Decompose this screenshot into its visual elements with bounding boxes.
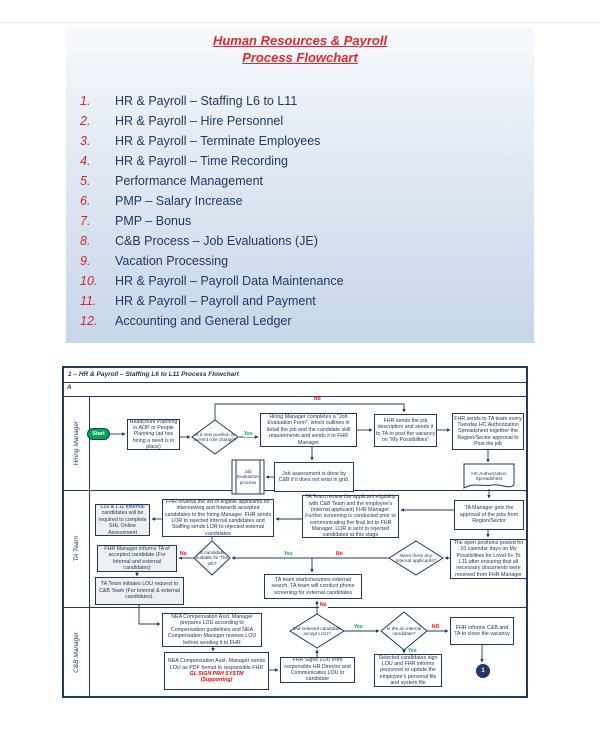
flowchart-title: 1 – HR & Payroll – Staffing L6 to L11 Process Flowchart (64, 368, 526, 383)
list-item-text: PMP – Bonus (115, 214, 192, 228)
lane-label: Hiring Manager (73, 421, 80, 466)
flowchart (62, 366, 528, 698)
document-text-hc-spreadsheet: HC Authorization Spreadsheet (471, 470, 507, 481)
process-box-headcount-planning: Headcount Planning in AOP or People Planning (ad hoc hiring a need is in place) (127, 419, 180, 450)
send-lou-text: NEA Compensation Asst. Manager sends LOU as PDF format to responsible FHR (167, 658, 266, 671)
label-yes-mid: Yes (284, 551, 293, 557)
process-box-close-vacancy: FHR informs C&B and TA to close the vacancy (450, 617, 514, 645)
process-box-external-search: TA team starts/resumes external search. TA team will conduct phone screening for external candidates (264, 574, 362, 599)
lane-label: TA Team (73, 536, 80, 562)
list-item-number: 1. (80, 94, 91, 108)
list-item (66, 111, 534, 131)
process-box-sign-lou: FHR Signs LOU from responsible HR Director and Communicates LOU to candidate (280, 657, 355, 683)
list-item-text: C&B Process – Job Evaluations (JE) (115, 234, 318, 248)
list-item-text: HR & Payroll – Hire Personnel (115, 114, 284, 128)
process-box-fhr-reviews-list: FHR reviews the list of eligible applicants for interviewing and forwards accepted candidates to the hiring Manager. FHR sends LOR to rejected internal candidates and Staffing sends LOR to rejected external candidates (162, 499, 274, 537)
document-title (66, 27, 534, 66)
list-item-number: 4. (80, 154, 91, 168)
list-item-text: HR & Payroll – Payroll Data Maintenance (115, 274, 344, 288)
send-lou-red-note2: (Supporting) (200, 677, 233, 684)
label-no-d5: NO (432, 624, 440, 630)
list-item-number: 6. (80, 194, 91, 208)
list-item-text: Accounting and General Ledger (115, 314, 292, 328)
list-item (66, 271, 534, 291)
list-item-number: 5. (80, 174, 91, 188)
label-no-d2: No (180, 551, 187, 557)
process-box-ta-manager-approval: TA Manager gets the approval of the jobs from Region/Sector (454, 500, 524, 530)
list-item-number: 10. (80, 274, 98, 288)
decision-text-internal-candidate: Is the an internal candidate? (386, 625, 422, 636)
flowchart-band-a: A (64, 383, 526, 397)
label-no-d3: No (336, 551, 343, 557)
list-item (66, 171, 534, 191)
list-item-number: 2. (80, 114, 91, 128)
process-box-open-positions-posted: The open positions posted for 10 calendar days on My Possibilities for Level 6+ To L11 after ensuring that all necessary documents were received from FHR Manager (450, 539, 527, 579)
list-item (66, 151, 534, 171)
list-item (66, 231, 534, 251)
decision-text-candidate-suitable: Is candidate suitable for The job? (195, 549, 229, 566)
process-box-update-files: Selected candidates sign LOU and FHR informs personnel to update the employee's personal file and system file (374, 654, 442, 687)
process-box-job-evaluation-form: Hiring Manager completes a "Job Evaluation Form", which outlines in detail the job and the candidate skill requirements and sends it to FHR Manager (260, 413, 357, 447)
note-box-shl-assessment: L10 & L11 external candidates will be required to complete SHL Online Assessment (95, 504, 150, 536)
process-box-post-vacancy: FHR sends the job description and sends it to TA to post the vacancy on "My Possibilities" (374, 414, 437, 447)
list-item (66, 131, 534, 151)
list-item-number: 9. (80, 254, 91, 268)
decision-text-internal-applicants: Were there any internal applicants? (395, 552, 437, 563)
decision-text-new-position: Is it new position or current role change? (193, 431, 237, 442)
process-index-list (66, 91, 534, 331)
process-box-informs-accepted-candidate: FHR Manager informs TA of accepted candidate (For Internal and external candidates) (97, 545, 177, 572)
label-yes-d1: Yes (244, 431, 253, 437)
label-no-d4-top: No (320, 602, 327, 608)
process-box-ta-review-eligibility: TA Team review the applicant eligibility with C&B Team and the employee's (internal applicant) FHR Manager. Further screening is conducted prior to communicating the final list to FHR Manager. LOR is sent to rejected candidates at this stage (302, 495, 399, 538)
list-item (66, 311, 534, 331)
send-lou-red-note1: GL SIGN PRH SYSTM (189, 671, 244, 677)
index-panel (66, 27, 534, 343)
list-item-text: HR & Payroll – Terminate Employees (115, 134, 321, 148)
list-item-number: 12. (80, 314, 98, 328)
label-yes-d4: Yes (354, 624, 363, 630)
process-box-prepare-lou: NEA Compensation Asst. Manager prepares LOU according to Compensation guidelines and NEA Compensation Manager reviews LOU before sending it to FHR (162, 613, 262, 647)
document-title-line2: Process Flowchart (242, 50, 358, 65)
process-box-job-assessment: Job assessment is done by C&B if it does not exist in grid. (274, 462, 354, 492)
process-box-lou-request: TA Team initiates LOU request to C&B Team (For Internal & external candidates). (95, 577, 184, 605)
list-item-number: 8. (80, 234, 91, 248)
document-title-line1: Human Resources & Payroll (212, 33, 388, 48)
list-item-text: HR & Payroll – Time Recording (115, 154, 288, 168)
list-item (66, 191, 534, 211)
list-item (66, 251, 534, 271)
list-item-text: HR & Payroll – Payroll and Payment (115, 294, 316, 308)
list-item-text: HR & Payroll – Staffing L6 to L11 (115, 94, 298, 108)
list-item-number: 11. (80, 294, 97, 308)
decision-text-accept-lou: Did selected candidate accept LOU? (293, 625, 341, 636)
list-item (66, 91, 534, 111)
list-item-number: 3. (80, 134, 91, 148)
label-yes-d5: Yes (408, 648, 417, 654)
process-box-send-lou-pdf (164, 652, 269, 690)
list-item (66, 211, 534, 231)
label-no-bypass: No (314, 396, 321, 402)
list-item-text: PMP – Salary Increase (115, 194, 243, 208)
page-edge-line (0, 22, 600, 23)
offpage-connector-1: 1 (476, 664, 490, 678)
lane-label: C&B Manager (73, 631, 80, 673)
list-item-number: 7. (80, 214, 91, 228)
predefined-process-text: Job Evaluation process (237, 468, 259, 485)
list-item (66, 291, 534, 311)
list-item-text: Vacation Processing (115, 254, 229, 268)
start-label: Start (92, 431, 105, 437)
list-item-text: Performance Management (115, 174, 263, 188)
process-box-hc-authorization: FHR sends to TA team every Tuesday HC Authorization Spreadsheet together the Region/Sector approval to Post the job (452, 413, 524, 450)
